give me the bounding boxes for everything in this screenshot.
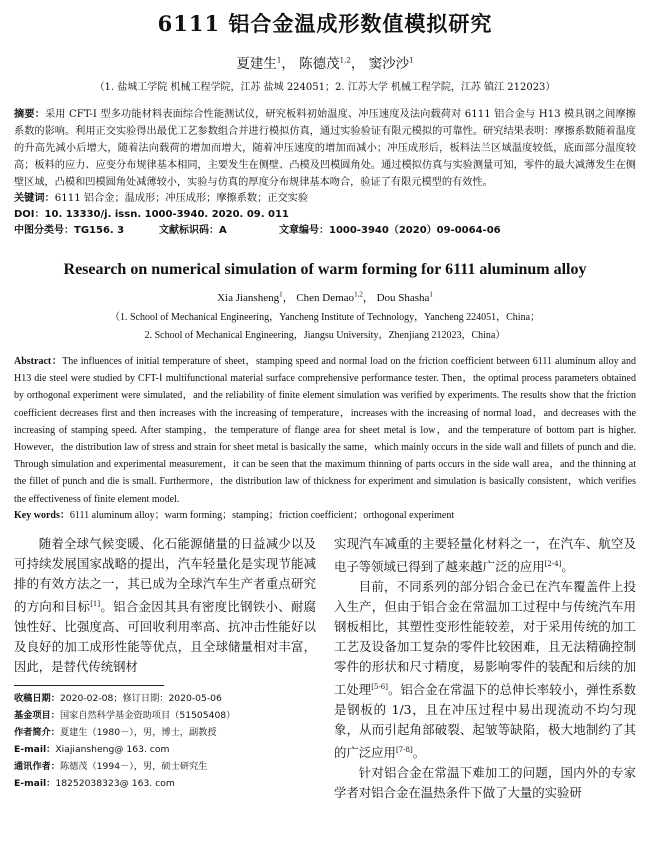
author-name: 陈德茂 <box>299 56 340 72</box>
author-sup: 1 <box>276 56 282 65</box>
abstract-cn-label: 摘要： <box>14 109 45 120</box>
article-no-label: 文章编号： <box>279 225 329 236</box>
footnote-value: 18252038323@ 163. com <box>55 777 175 789</box>
authors-cn: 夏建生$^1$， 陈德茂$^{1,2}$， 窦沙沙$^1$ <box>236 56 414 72</box>
title-en: Research on numerical simulation of warm forming for 6111 aluminum alloy <box>63 261 587 278</box>
body-text: 随着全球气候变暖、化石能源储量的日益减少以及可持续发展国家战略的提出，汽车轻量化是实现节能减排的有效方法之一，其已成为全球汽车生产者重点研究的方向和目标 <box>14 535 316 614</box>
body-text: 。铝合金因其具有密度比钢铁小、耐腐蚀性好、比强度高、可回收利用率高、抗冲击性能好以及良好的加工成形性能等优点，且全球储量相对丰富，因此，是替代传统钢材 <box>14 598 317 674</box>
keywords-cn-label: 关键词： <box>14 193 55 204</box>
affiliation-cn: （1. 盐城工学院 机械工程学院，江苏 盐城 224051；2. 江苏大学 机械工程学院，江苏 镇江 212023） <box>94 82 556 93</box>
affiliation-en-2: 2. School of Mechanical Engineering，Jiangsu University，Zhenjiang 212023，China） <box>144 330 506 341</box>
author-sup-en: 1 <box>429 290 433 299</box>
article-no-value: 1000-3940（2020）09-0064-06 <box>329 225 501 236</box>
footnote-label: 基金项目： <box>14 709 60 721</box>
footnote-value: 国家自然科学基金资助项目（51505408） <box>59 709 236 721</box>
abstract-en-text: The influences of initial temperature of sheet，stamping speed and normal load on the friction coefficient between 6111 aluminum alloy and H13 die steel were studied by CFT-Ⅰ multifunctional material surface comprehensive performance tester. Then，the optimal process parameters obtained by orthogonal experiment were simulated，and the reliability of finite element simulation was verified by experiments. The results show that the friction coefficient decreases first and then increases with the increasing of temperature，increases with the increasing of normal load，and decreases with the increasing of stamping speed. After stamping，the temperature of flange area for sheet metal is low，and the temperature of bottom part is higher. However，the distribution law of stress and strain for sheet metal is basically the same，which mainly occurs in the side wall and fillets of punch and die. Through simulation and experimental measurement，it can be seen that the maximum thinning of parts occurs in the side wall area，and the thinning at the fillet of punch and die is small. Furthermore，the distribution law of thickness for experiment and simulation is basically consistent，which verifies the effectiveness of finite element model. <box>14 356 636 505</box>
citation: [2-4] <box>544 559 562 568</box>
footnote-rule <box>14 685 164 686</box>
footnotes <box>14 690 316 792</box>
title-cn: 6111 铝合金温成形数值模拟研究 <box>157 11 493 36</box>
author-name-en: Chen Demao <box>296 292 355 304</box>
footnote-label: 作者简介： <box>14 726 60 738</box>
footnote-item <box>14 775 316 792</box>
footnote-label: 通讯作者： <box>14 760 60 772</box>
keywords-en <box>14 508 636 524</box>
body-paragraph: 实现汽车减重的主要轻量化材料之一，在汽车、航空及电子等领域已得到了越来越广泛的应用[2-4]。 <box>334 535 636 574</box>
author-sup: 1,2 <box>339 56 351 65</box>
author-name: 窦沙沙 <box>368 56 410 72</box>
footnote-label: E-mail： <box>14 743 56 755</box>
footnote-value: 2020-02-08；修订日期：2020-05-06 <box>59 692 222 704</box>
abstract-en-label: Abstract： <box>14 356 63 367</box>
body-paragraph <box>334 763 636 803</box>
footnote-item <box>14 707 316 724</box>
affiliation-en-1: （1. School of Mechanical Engineering，Yancheng Institute of Technology，Yancheng 224051，China； <box>109 312 541 323</box>
authors-en: Xia Jiansheng$^1$， Chen Demao$^{1,2}$， Dou Shasha$^1$ <box>217 290 433 304</box>
paper-page <box>0 8 650 861</box>
abstract-cn-text: 采用 CFT-Ⅰ 型多功能材料表面综合性能测试仪，研究板料初始温度、冲压速度及法向载荷对 6111 铝合金与 H13 模具钢之间摩擦系数的影响。利用正交实验得出最优工艺参数组合并进行模拟仿真，通过实验验证有限元模拟的可靠性。研究结果表明：摩擦系数随着温度的升高先减小后增大，随着法向载荷的增加而增大，随着冲压速度的增加而减小；冲压成形后，板料法兰区域温度较低，底面部分温度较高；板料的应力、应变分布规律基本相同，主要发生在侧壁、凸模及凹模圆角处。通过模拟仿真与实验测量可知，零件的最大减薄发生在侧壁区域，凸模和凹模圆角处减薄较小，实验与仿真的厚度分布规律基本吻合，验证了有限元模型的有效性。 <box>14 109 636 188</box>
clc-value: TG156. 3 <box>74 225 125 236</box>
footnote-item <box>14 741 316 758</box>
keywords-cn <box>14 191 636 207</box>
doc-code-label: 文献标识码： <box>159 225 219 236</box>
citation: [1] <box>90 599 101 608</box>
doi-value: 10. 13330/j. issn. 1000-3940. 2020. 09. 011 <box>44 209 289 220</box>
abstract-cn <box>14 106 636 191</box>
doc-code-value: A <box>219 225 227 236</box>
body-paragraph <box>14 534 316 677</box>
author-sup-en: 1 <box>279 290 283 299</box>
body-left-column <box>14 534 316 803</box>
keywords-en-label: Key words： <box>14 509 70 521</box>
footnote-item <box>14 758 316 775</box>
doi-line <box>14 207 636 223</box>
footnote-value: Xiajiansheng@ 163. com <box>55 743 170 755</box>
author-name: 夏建生 <box>236 56 277 72</box>
author-name-en: Dou Shasha <box>376 292 430 304</box>
body-right-column <box>334 534 636 803</box>
body-text: 目前，不同系列的部分铝合金已在汽车覆盖件上投入生产，但由于铝合金在常温加工过程中与传统汽车用钢板相比，其塑性变形性能较差，对于采用传统的加工工艺及设备加工复杂的零件比较困难，且无法精确控制零件的形状和尺寸精度，易影响零件的装配和后续的加工处理 <box>334 578 636 698</box>
affiliation-en <box>14 309 636 345</box>
abstract-en <box>14 353 636 508</box>
author-sup: 1 <box>409 56 414 65</box>
body-paragraph: 目前，不同系列的部分铝合金已在汽车覆盖件上投入生产，但由于铝合金在常温加工过程中与传统汽车用钢板相比，其塑性变形性能较差，对于采用传统的加工工艺及设备加工复杂的零件比较困难，且无法精确控制零件的形状和尺寸精度，易影响零件的装配和后续的加工处理[5-6]。铝合金在常温下的总伸长率较小，弹性系数是钢板的 1/3，且在冲压过程中易出现流动不均匀现象，从而引起角部破裂、起皱等缺陷，极大地制约了其的广泛应用[7-8]。 <box>334 578 637 761</box>
author-sup-en: 1,2 <box>354 290 363 299</box>
footnote-item <box>14 690 316 707</box>
footnote-value: 陈德茂（1994－），男，硕士研究生 <box>59 760 208 772</box>
keywords-en-text: 6111 aluminum alloy；warm forming；stamping；friction coefficient；orthogonal experiment <box>69 509 455 521</box>
body-columns <box>14 534 636 803</box>
footnote-label: E-mail： <box>14 777 56 789</box>
body-text: 。铝合金在常温下的总伸长率较小，弹性系数是钢板的 1/3，且在冲压过程中易出现流动不均匀现象，从而引起角部破裂、起皱等缺陷，极大地制约了其的广泛应用 <box>334 682 637 761</box>
citation: [5-6] <box>371 682 388 691</box>
author-name-en: Xia Jiansheng <box>217 292 280 304</box>
classification-line <box>14 223 636 239</box>
citation: [7-8] <box>395 746 413 755</box>
doi-label: DOI： <box>14 209 45 220</box>
footnote-item <box>14 724 316 741</box>
body-text: 实现汽车减重的主要轻量化材料之一，在汽车、航空及电子等领域已得到了越来越广泛的应用 <box>334 535 636 574</box>
body-text: 针对铝合金在常温下难加工的问题，国内外的专家学者对铝合金在温热条件下做了大量的实验研 <box>334 765 636 801</box>
keywords-cn-text: 6111 铝合金；温成形；冲压成形；摩擦系数；正交实验 <box>54 193 309 204</box>
footnote-value: 夏建生（1980－），男，博士，副教授 <box>59 726 217 738</box>
footnote-label: 收稿日期： <box>14 692 60 704</box>
clc-label: 中图分类号： <box>14 225 74 236</box>
